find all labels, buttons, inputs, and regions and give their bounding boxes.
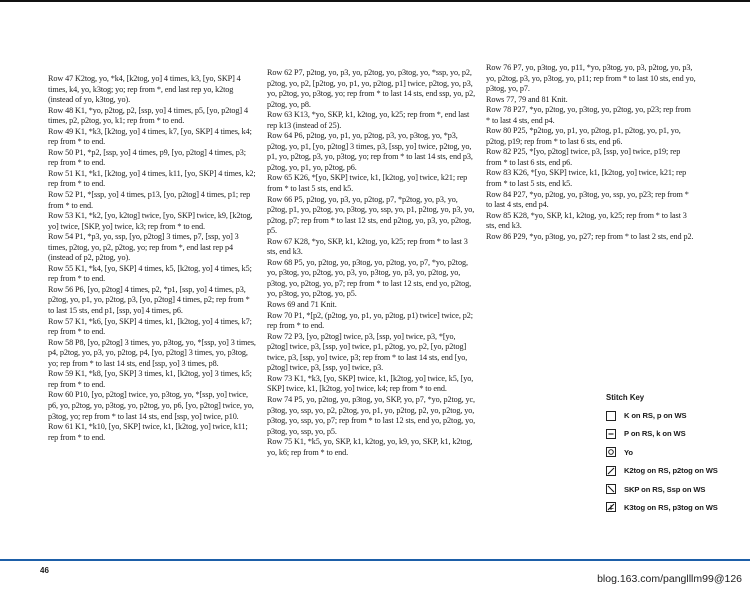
instruction-row: Row 83 K26, *[yo, SKP] twice, k1, [k2tog, yo] twice, k21; rep from * to last 5 sts, end k5. — [486, 168, 687, 189]
yarn-over-circle-icon — [606, 447, 616, 457]
instruction-row: Row 80 P25, *p2tog, yo, p1, yo, p2tog, p1, p2tog, yo, p1, yo, p2tog, p19; rep from * to last 6 sts, end p6. — [486, 126, 681, 146]
instruction-row: Row 84 P27, *yo, p2tog, yo, p3tog, yo, ssp, yo, p23; rep from * to last 4 sts, end p4. — [486, 189, 689, 210]
instruction-row: Row 62 P7, p2tog, yo, p3, yo, p2tog, yo, p3tog, yo, *ssp, yo, p2, p2tog, yo, p2, [p2tog, yo, p1, yo, p2tog, p1] twice, p2tog, yo, p3, yo, p2tog, yo, p3tog, yo; rep from * to last 14 sts, end ssp, yo, p2, p2tog, yo, p8. — [267, 68, 476, 109]
instructions-column-2 — [267, 68, 475, 458]
stitch-key — [606, 393, 746, 519]
stitch-key-row — [606, 427, 746, 440]
instruction-row: Row 56 P6, [yo, p2tog] 4 times, p2, *p1, [ssp, yo] 4 times, p3, p2tog, yo, p1, yo, p2tog, p3, [yo, p2tog] 4 times, p2; rep from * to last 15 sts, end p1, [ssp, yo] 4 times, p6. — [48, 284, 250, 316]
instruction-row: Row 60 P10, [yo, p2tog] twice, yo, p3tog, yo, *[ssp, yo] twice, p6, yo, p2tog, yo, p3tog, yo, p2tog, yo, p6, [yo, p2tog] twice, yo, p3tog, yo; rep from * to last 14 sts, end [ssp, yo] twice, p10. — [48, 390, 254, 421]
instruction-row: Row 51 K1, *k1, [k2tog, yo] 4 times, k11, [yo, SKP] 4 times, k2; rep from * to end. — [48, 168, 256, 189]
stitch-key-label: P on RS, k on WS — [624, 429, 686, 439]
instruction-row: Row 52 P1, *[ssp, yo] 4 times, p13, [yo, p2tog] 4 times, p1; rep from * to end. — [48, 190, 251, 210]
stitch-key-label: K on RS, p on WS — [624, 411, 687, 420]
instruction-row: Row 72 P3, [yo, p2tog] twice, p3, [ssp, yo] twice, p3, *[yo, p2tog] twice, p3, [ssp, yo] twice, p1, p2tog, yo, p2, [yo, p2tog] twice, p3, [ssp, yo] twice, p3; rep from * to last 14 sts, end [yo, p2tog] twice, p3, [ssp, yo] twice, p3. — [267, 331, 468, 373]
instruction-row: Row 58 P8, [yo, p2tog] 3 times, yo, p3tog, yo, *[ssp, yo] 3 times, p4, p2tog, yo, p3, yo, p2tog, p4, [yo, p2tog] 3 times, yo, p3tog, yo; rep from * to last 14 sts, end [ssp, yo] 3 times, p8. — [48, 337, 256, 368]
instruction-row: Row 47 K2tog, yo, *k4, [k2tog, yo] 4 times, k3, [yo, SKP] 4 times, k4, yo, k3tog; yo; rep from *, end last rep yo, k2tog (instead of yo, k3tog, yo). — [48, 74, 241, 105]
instruction-row: Row 48 K1, *yo, p2tog, p2, [ssp, yo] 4 times, p5, [yo, p2tog] 4 times, p2, p2tog, yo, k1; rep from * to end. — [48, 105, 248, 126]
instruction-row: Row 57 K1, *k6, [yo, SKP] 4 times, k1, [k2tog, yo] 4 times, k7; rep from * to end. — [48, 316, 252, 337]
instruction-row: Row 64 P6, p2tog, yo, p1, yo, p2tog, p3, yo, p3tog, yo, *p3, p2tog, yo, p1, [yo, p2tog] 3 times, p3, [ssp, yo] twice, p2tog, yo, p1, yo, p2tog, p3, yo, p3tog, yo; rep from * to last 14 sts, end p3, p2tog, yo, p1, yo, p2tog, p6. — [267, 131, 473, 172]
stitch-key-label: Yo — [624, 447, 633, 457]
instruction-row: Row 68 P5, yo, p2tog, yo, p3tog, yo, p2tog, yo, p7, *yo, p2tog, yo, p3tog, yo, p2tog, yo, p3, yo, p3tog, yo, p3, yo, p2tog, yo, p3tog, yo, p2tog, yo, p7; rep from * to last 12 sts, end yo, p2tog, yo, p3tog, yo, p2tog, yo, p5. — [267, 257, 472, 299]
stitch-key-row — [606, 483, 746, 496]
k2tog-slant-symbol-icon — [606, 466, 616, 476]
instruction-row: Row 76 P7, yo, p3tog, yo, p11, *yo, p3tog, yo, p3, p2tog, yo, p3, yo, p2tog, p3, yo, p3tog, yo, p11; rep from * to last 10 sts, end yo, p3tog, yo, p7. — [486, 63, 696, 94]
instruction-row: Row 70 P1, *[p2, (p2tog, yo, p1, yo, p2tog, p1) twice] twice, p2; rep from * to end. — [267, 310, 473, 331]
instruction-row: Row 53 K1, *k2, [yo, k2tog] twice, [yo, SKP] twice, k9, [k2tog, yo] twice, [SKP, yo] twice, k3; rep from * to end. — [48, 211, 253, 231]
stitch-key-row — [606, 446, 746, 459]
k3tog-symbol-icon — [606, 502, 616, 512]
instruction-row: Row 66 P5, p2tog, yo, p3, yo, p2tog, p7, *p2tog, yo, p3, yo, p2tog, p1, yo, p2tog, yo, p3tog, yo, ssp, yo, p1, p2tog, yo, p3, yo, p2tog, p7; rep from * to last 12 sts, end p2tog, yo, p3, yo, p2tog, p5. — [267, 194, 475, 236]
stitch-key-title: Stitch Key — [606, 393, 645, 402]
instructions-column-1 — [48, 74, 256, 443]
instruction-row: Row 61 K1, *k10, [yo, SKP] twice, k1, [k2tog, yo] twice, k11; rep from * to end. — [48, 422, 248, 442]
knit-symbol-icon — [606, 411, 616, 421]
instruction-row: Rows 77, 79 and 81 Knit. — [486, 94, 568, 104]
instruction-row: Row 67 K28, *yo, SKP, k1, k2tog, yo, k25; rep from * to last 3 sts, end k3. — [267, 236, 468, 257]
instruction-row: Rows 69 and 71 Knit. — [267, 300, 337, 310]
instruction-row: Row 85 K28, *yo, SKP, k1, k2tog, yo, k25; rep from * to last 3 sts, end k3. — [486, 210, 687, 231]
stitch-key-label: K2tog on RS, p2tog on WS — [624, 466, 718, 476]
instruction-row: Row 55 K1, *k4, [yo, SKP] 4 times, k5, [k2tog, yo] 4 times, k5; rep from * to end. — [48, 263, 252, 284]
instruction-row: Row 59 K1, *k8, [yo, SKP] 3 times, k1, [k2tog, yo] 3 times, k5; rep from * to end. — [48, 369, 252, 389]
instruction-row: Row 74 P5, yo, p2tog, yo, p3tog, yo, SKP, yo, p7, *yo, p2tog, yc, p3tog, yo, ssp, yo, p2, p2tog, yo, p1, yo, p2tog, p2, yo, p2tog, yo, p3tog, yo, ssp, yo, p7; rep from * to last 12 sts, end yo, p2tog, yo, p3tog, yo, ssp, yo, p5. — [267, 394, 476, 436]
instruction-row: Row 78 P27, *yo, p2tog, yo, p3tog, yo, p2tog, yo, p23; rep from * to last 4 sts, end p4. — [486, 105, 691, 125]
instruction-row: Row 49 K1, *k3, [k2tog, yo] 4 times, k7, [yo, SKP] 4 times, k4; rep from * to end. — [48, 126, 252, 147]
instruction-row: Row 73 K1, *k3, [yo, SKP] twice, k1, [k2tog, yo] twice, k5, [yo, SKP] twice, k1, [k2tog, yo] twice, k4; rep from * to end. — [267, 373, 474, 394]
instruction-row: Row 82 P25, *[yo, p2tog] twice, p3, [ssp, yo] twice, p19; rep from * to last 6 sts, end p6. — [486, 147, 681, 167]
stitch-key-row — [606, 409, 746, 422]
watermark-text: blog.163.com/panglllm99@126 — [597, 573, 742, 585]
instruction-row: Row 50 P1, *p2, [ssp, yo] 4 times, p9, [yo, p2tog] 4 times, p3; rep from * to end. — [48, 147, 246, 168]
stitch-key-label: SKP on RS, Ssp on WS — [624, 484, 706, 494]
page-number: 46 — [40, 566, 49, 575]
purl-dash-symbol-icon — [606, 429, 616, 439]
instruction-row: Row 65 K26, *[yo, SKP] twice, k1, [k2tog, yo] twice, k21; rep from * to last 5 sts, end k5. — [267, 173, 468, 194]
stitch-key-label: K3tog on RS, p3tog on WS — [624, 502, 718, 512]
instruction-row: Row 86 P29, *yo, p3tog, yo, p27; rep from * to last 2 sts, end p2. — [486, 231, 694, 241]
skp-slant-symbol-icon — [606, 484, 616, 494]
instruction-row: Row 54 P1, *p3, yo, ssp, [yo, p2tog] 3 times, p7, [ssp, yo] 3 times, p2tog, yo, p2, p2tog, yo; rep from *, end last rep p4 (instead of p2, p2tog, yo). — [48, 232, 239, 263]
instructions-column-3 — [486, 63, 696, 242]
instruction-row: Row 75 K1, *k5, yo, SKP, k1, k2tog, yo, k9, yo, SKP, k1, k2tog, yo, k6; rep from * to end. — [267, 437, 473, 457]
stitch-key-row — [606, 501, 746, 514]
instruction-row: Row 63 K13, *yo, SKP, k1, k2tog, yo, k25; rep from *, end last rep k13 (instead of 25). — [267, 110, 470, 130]
pattern-page — [0, 2, 750, 560]
footer-rule — [0, 559, 750, 561]
stitch-key-row — [606, 464, 746, 477]
